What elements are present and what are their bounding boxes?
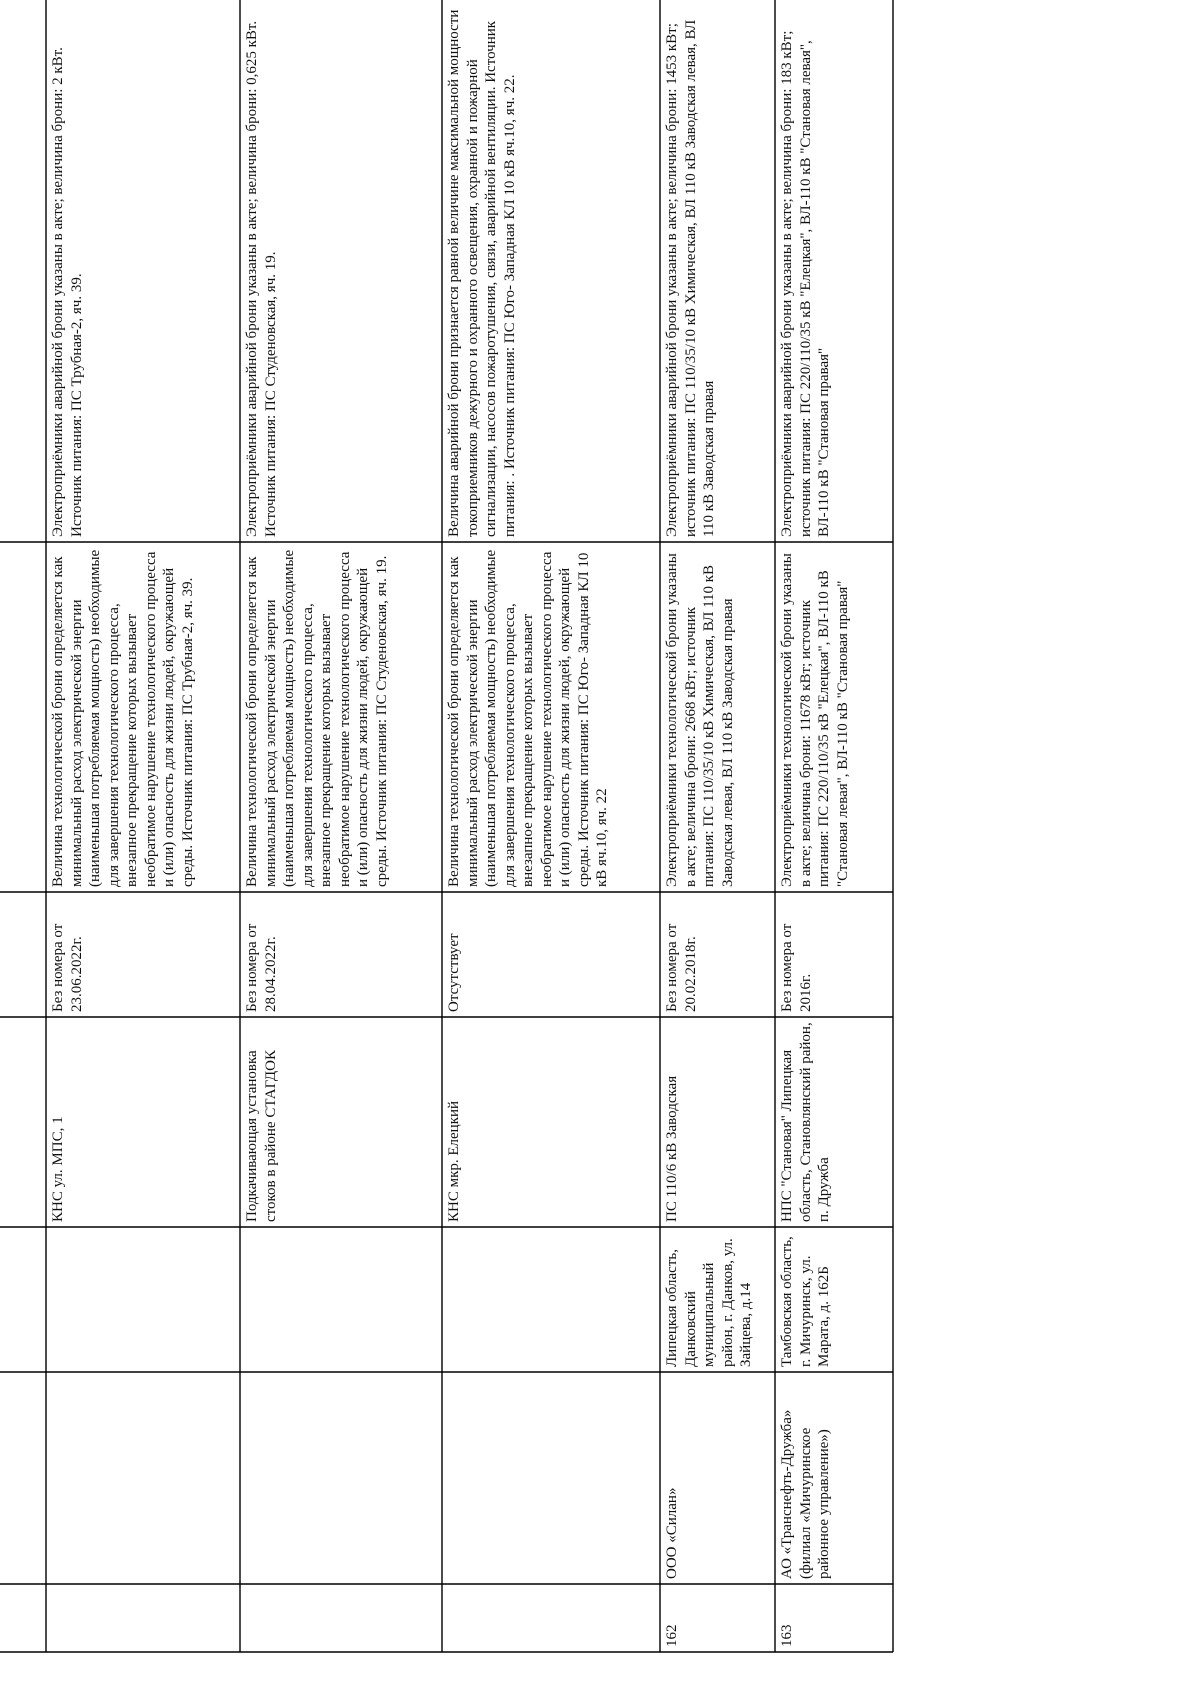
cell-object: КНС ул. МПС, 1 bbox=[50, 1116, 66, 1222]
cell-act: Без номера от 20.02.2018г. bbox=[664, 923, 699, 1012]
cell-act: Без номера от 23.06.2022г. bbox=[50, 923, 85, 1012]
cell-object: Подкачивающая установка стоков в районе СТАГДОК bbox=[244, 1049, 279, 1222]
cell-act: Без номера от 28.04.2022г. bbox=[244, 923, 279, 1012]
cell-avar-bron: Электроприёмники аварийной брони указаны в акте; величина брони: 0,625 кВт. Источник питания: ПС Студеновская, яч. 19. bbox=[244, 20, 279, 537]
cell-object: КНС мкр. Елецкий bbox=[446, 1100, 462, 1222]
cell-act: Без номера от 2016г. bbox=[779, 923, 814, 1012]
cell-tech-bron: Величина технологической брони определяется как минимальный расход электрической энергии (наименьшая потребляемая мощность) необходимые для завершения технологического процесса, внезапное прекращение которых вызывает необратимое нарушение технологического процесса и (или) опасность для жизни людей, окружающей среды. Источник питания: ПС Трубная-2, яч. 39. bbox=[50, 549, 196, 887]
cell-object: НПС "Становая" Липецкая область, Становлянский район, п. Дружба bbox=[779, 1022, 832, 1222]
cell-act: Отсутствует bbox=[446, 933, 462, 1012]
cell-num: 163 bbox=[779, 1624, 795, 1647]
cell-avar-bron: Электроприёмники аварийной брони указаны в акте; величина брони: 1453 кВт; источник питания: ПС 110/35/10 кВ Химическая, ВЛ 110 кВ Заводская левая, ВЛ 110 кВ Заводская правая bbox=[664, 19, 717, 537]
cell-address: Тамбовская область, г. Мичуринск, ул. Марата, д. 162Б bbox=[779, 1236, 832, 1367]
cell-org: АО «Транснефть-Дружба» (филиал «Мичуринское районное управление») bbox=[779, 1409, 832, 1579]
cell-num: 162 bbox=[664, 1624, 680, 1647]
cell-address: Липецкая область, Данковский муниципальный район, г. Данков, ул. Зайцева, д.14 bbox=[664, 1238, 754, 1367]
cell-object: ПС 110/6 кВ Заводская bbox=[664, 1075, 680, 1222]
cell-avar-bron: Величина аварийной брони признается равной величине максимальной мощности токоприемников дежурного и охранного освещения, охранной и пожарной сигнализации, насосов пожаротушения, связи, аварийной вентиляции. Источник питания: . Источник питания: ПС Юго- Западная КЛ 10 кВ яч.10, яч. 22. bbox=[446, 9, 518, 537]
cell-tech-bron: Величина технологической брони определяется как минимальный расход электрической энергии (наименьшая потребляемая мощность) необходимые для завершения технологического процесса, внезапное прекращение которых вызывает необратимое нарушение технологического процесса и (или) опасность для жизни людей, окружающей среды. Источник питания: ПС Юго- Западная КЛ 10 кВ яч.10, яч. 22 bbox=[446, 549, 610, 887]
cell-org: ООО «Силан» bbox=[664, 1487, 680, 1579]
cell-tech-bron: Электроприёмники технологической брони указаны в акте; величина брони: 2668 кВт; источник питания: ПС 110/35/10 кВ Химическая, ВЛ 110 кВ Заводская левая, ВЛ 110 кВ Заводская правая bbox=[664, 553, 736, 887]
cell-tech-bron: Электроприёмники технологической брони указаны в акте; величина брони: 11678 кВт; источник питания: ПС 220/110/35 кВ "Елецкая", ВЛ-110 кВ "Становая левая", ВЛ-110 кВ "Становая правая" bbox=[779, 553, 851, 887]
cell-avar-bron: Электроприёмники аварийной брони указаны в акте; величина брони: 2 кВт. Источник питания: ПС Трубная-2, яч. 39. bbox=[50, 47, 85, 537]
cell-avar-bron: Электроприёмники аварийной брони указаны в акте; величина брони: 183 кВт; источник питания: ПС 220/110/35 кВ "Елецкая", ВЛ-110 кВ "Становая левая", ВЛ-110 кВ "Становая правая" bbox=[779, 30, 832, 537]
cell-tech-bron: Величина технологической брони определяется как минимальный расход электрической энергии (наименьшая потребляемая мощность) необходимые для завершения технологического процесса, внезапное прекращение которых вызывает необратимое нарушение технологического процесса и (или) опасность для жизни людей, окружающей среды. Источник питания: ПС Студеновская, яч. 19. bbox=[244, 549, 390, 887]
